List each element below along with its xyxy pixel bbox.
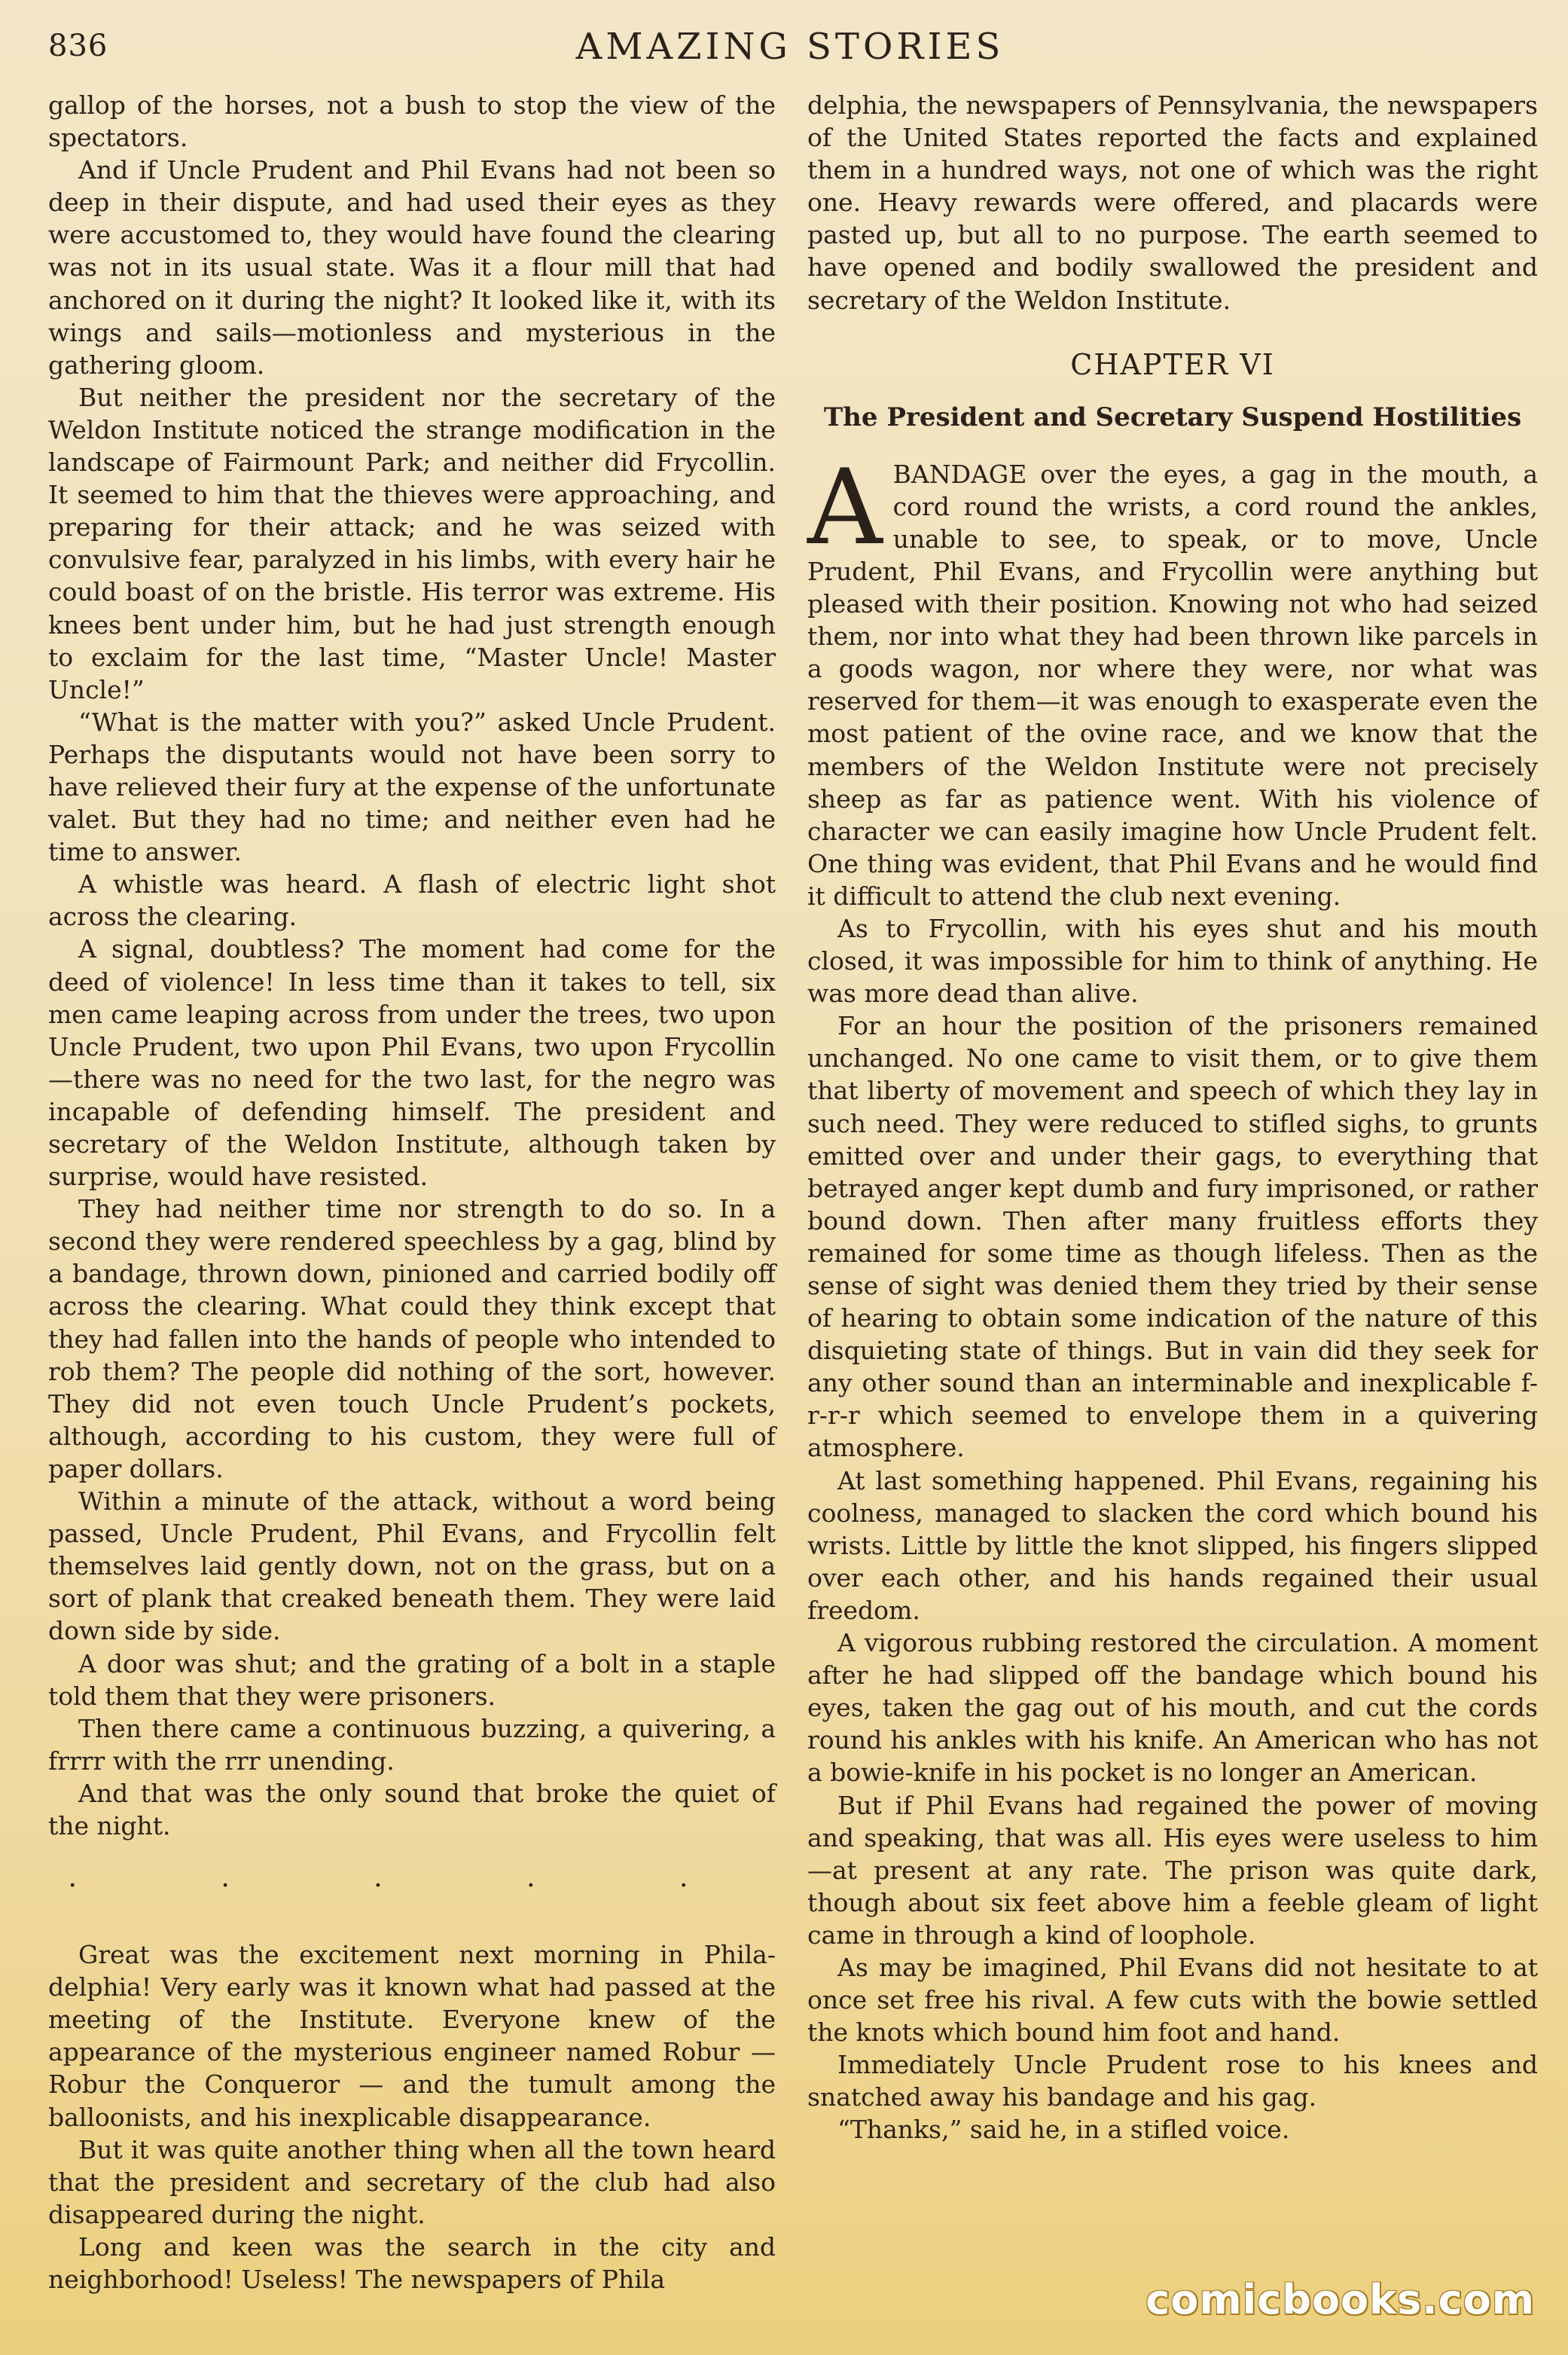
paragraph: delphia, the newspapers of Pennsylvania, the newspapers of the United States reported the facts and explained them in a hundred ways, not one of which was the right one. Heavy rewards were offered, and placards were pasted up, but all to no purpose. The earth seemed to have opened and bodily swallowed the president and secretary of the Weldon Institute. <box>807 90 1538 315</box>
paragraph: For an hour the position of the prisoners remained unchanged. No one came to visit them, or to give them that liberty of movement and speech of which they lay in such need. They were reduced to stifled sighs, to grunts emitted over and under their gags, to everything that betrayed anger kept dumb and fury imprisoned, or rather bound down. Then after many fruitless efforts they remained for some time as though lifeless. Then as the sense of sight was denied them they tried by their sense of hearing to obtain some indication of the nature of this disquieting state of things. But in vain did they seek for any other sound than an interminable and inexplicable f-r-r-r which seemed to envelope them in a quivering atmosphere. <box>807 1011 1538 1463</box>
page-number: 836 <box>48 29 108 63</box>
drop-cap: A <box>807 446 883 568</box>
watermark: comicbooks.com <box>1145 2276 1535 2323</box>
paragraph: At last something happened. Phil Evans, regaining his coolness, managed to slacken the cord which bound his wrists. Little by little the knot slipped, his fingers slipped over each other, and his hands regained their usual freedom. <box>807 1465 1538 1625</box>
right-column <box>807 89 1538 2146</box>
paragraph: Long and keen was the search in the city and neighborhood! Useless! The newspapers of Phila <box>48 2231 776 2294</box>
chapter-title: The President and Secretary Suspend Hostilities <box>823 402 1522 432</box>
paragraph: But it was quite another thing when all the town heard that the president and secretary of the club had also disappeared during the night. <box>48 2134 776 2229</box>
paragraph: But if Phil Evans had regained the power of moving and speaking, that was all. His eyes were useless to him—at present at any rate. The prison was quite dark, though about six feet above him a feeble gleam of light came in through a kind of loophole. <box>807 1790 1538 1950</box>
chapter-number: CHAPTER VI <box>1070 347 1275 381</box>
paragraph: As may be imagined, Phil Evans did not hesitate to at once set free his rival. A few cuts with the bowie settled the knots which bound him foot and hand. <box>807 1952 1538 2048</box>
paragraph: Then there came a continuous buzzing, a quivering, a frrrr with the rrr unending. <box>48 1713 776 1776</box>
paragraph: As to Frycollin, with his eyes shut and his mouth closed, it was impossible for him to think of anything. He was more dead than alive. <box>807 913 1538 1009</box>
paragraph: A vigorous rubbing restored the circulation. A moment after he had slipped off the bandage which bound his eyes, taken the gag out of his mouth, and cut the cords round his ankles with his knife. An American who has not a bowie-knife in his pocket is no longer an American. <box>807 1628 1538 1788</box>
paragraph: And that was the only sound that broke the quiet of the night. <box>48 1778 776 1840</box>
paragraph: A signal, doubtless? The moment had come for the deed of violence! In less time than it takes to tell, six men came leaping across from under the trees, two upon Uncle Prudent, two upon Phil Evans, two upon Frycollin—there was no need for the two last, for the negro was incapable of defending himself. The president and secretary of the Weldon Institute, although taken by surprise, would have resisted. <box>48 934 776 1192</box>
paragraph: gallop of the horses, not a bush to stop the view of the spectators. <box>48 90 776 153</box>
section-separator: . . . . . <box>68 1862 756 1894</box>
paragraph: “What is the matter with you?” asked Uncle Prudent. Perhaps the disputants would not have been sorry to have relieved their fury at the expense of the unfortunate valet. But they had no time; and neither even had he time to answer. <box>48 707 776 867</box>
page-header <box>48 26 1532 78</box>
paragraph: A whistle was heard. A flash of electric light shot across the clearing. <box>48 869 776 932</box>
chapter-opening-paragraph <box>807 446 1538 912</box>
paragraph: Immediately Uncle Prudent rose to his knees and snatched away his bandage and his gag. <box>807 2050 1538 2112</box>
paragraph: And if Uncle Prudent and Phil Evans had not been so deep in their dispute, and had used their eyes as they were accustomed to, they would have found the clearing was not in its usual state. Was it a flour mill that had anchored on it during the night? It looked like it, with its wings and sails—motionless and mysterious in the gathering gloom. <box>48 155 776 380</box>
paragraph: Great was the excitement next morning in Philadelphia! Very early was it known what had passed at the meeting of the Institute. Everyone knew of the appearance of the mysterious engineer named Robur — Robur the Conqueror — and the tumult among the balloonists, and his inexplicable disappearance. <box>48 1940 776 2132</box>
paragraph: “Thanks,” said he, in a stifled voice. <box>837 2115 1290 2145</box>
paragraph: A door was shut; and the grating of a bolt in a staple told them that they were prisoners. <box>48 1648 776 1711</box>
paragraph: They had neither time nor strength to do so. In a second they were rendered speechless by a gag, blind by a bandage, thrown down, pinioned and carried bodily off across the clearing. What could they think except that they had fallen into the hands of people who intended to rob them? The people did nothing of the sort, however. They did not even touch Uncle Prudent’s pockets, although, according to his custom, they were full of paper dollars. <box>48 1194 776 1483</box>
running-title: AMAZING STORIES <box>575 26 1005 68</box>
opening-text: BANDAGE over the eyes, a gag in the mouth, a cord round the wrists, a cord round the ankles, unable to see, to speak, or to move, Uncle Prudent, Phil Evans, and Frycollin were anything but pleased with their position. Knowing not who had seized them, nor into what they had been thrown like parcels in a goods wagon, nor where they were, nor what was reserved for them—it was enough to exasperate even the most patient of the ovine race, and we know that the members of the Weldon Institute were not precisely sheep as far as patience went. With his violence of character we can easily imagine how Uncle Prudent felt. One thing was evident, that Phil Evans and he would find it difficult to attend the club next evening. <box>807 459 1538 911</box>
paragraph: But neither the president nor the secretary of the Weldon Institute noticed the strange modification in the landscape of Fairmount Park; and neither did Frycollin. It seemed to him that the thieves were approaching, and preparing for their attack; and he was seized with convulsive fear, paralyzed in his limbs, with every hair he could boast of on the bristle. His terror was extreme. His knees bent under him, but he had just strength enough to exclaim for the last time, “Master Uncle! Master Uncle!” <box>48 382 776 704</box>
paragraph: Within a minute of the attack, without a word being passed, Uncle Prudent, Phil Evans, and Frycollin felt themselves laid gently down, not on the grass, but on a sort of plank that creaked beneath them. They were laid down side by side. <box>48 1486 776 1646</box>
left-column <box>48 89 776 2295</box>
